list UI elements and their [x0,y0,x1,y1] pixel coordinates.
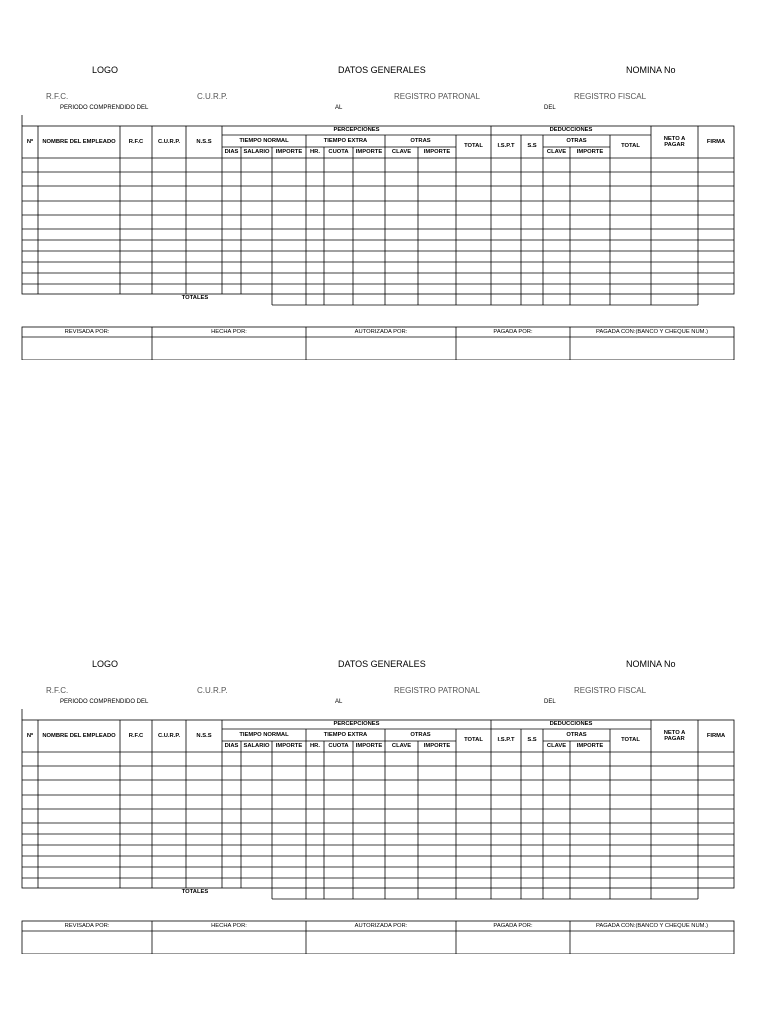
rfc-field-label: R.F.C. [46,686,69,695]
col-total-deducciones-header: TOTAL [621,737,640,744]
percepciones-header: PERCEPCIONES [333,127,380,134]
col-salario-header: SALARIO [243,149,270,156]
col-hr-header: HR. [310,743,320,750]
registro-patronal-label: REGISTRO PATRONAL [394,92,480,101]
revisada-por-label: REVISADA POR: [64,328,110,335]
registro-fiscal-label: REGISTRO FISCAL [574,686,647,695]
col-ss-header: S.S [527,143,537,150]
tiempo-normal-header: TIEMPO NORMAL [239,731,289,738]
col-importe-extra-header: IMPORTE [355,743,383,750]
curp-field-label: C.U.R.P. [197,686,228,695]
percepciones-header: PERCEPCIONES [333,721,380,728]
page-title: DATOS GENERALES [338,65,426,75]
curp-field-label: C.U.R.P. [197,92,228,101]
col-cuota-header: CUOTA [328,149,349,156]
col-nss-header: N.S.S [196,732,212,739]
col-firma-header: FIRMA [706,138,726,145]
col-ispt-header: I.S.P.T [497,737,515,744]
deducciones-header: DEDUCCIONES [549,721,593,728]
col-neto-header: NETO A PAGAR [663,135,686,148]
col-dias-header: DIAS [224,743,239,750]
al-label: AL [335,105,343,111]
del-label: DEL [544,699,556,705]
otras-deducciones-header: OTRAS [566,137,587,144]
col-ispt-header: I.S.P.T [497,143,515,150]
col-importe-ded-header: IMPORTE [576,149,604,156]
col-clave-ded-header: CLAVE [546,743,567,750]
col-nombre-header: NOMBRE DEL EMPLEADO [42,732,116,739]
nomina-form-2 [0,654,768,954]
col-importe-normal-header: IMPORTE [275,149,303,156]
totales-label: TOTALES [181,889,209,896]
col-cuota-header: CUOTA [328,743,349,750]
col-clave-ded-header: CLAVE [546,149,567,156]
deducciones-header: DEDUCCIONES [549,127,593,134]
col-firma-header: FIRMA [706,732,726,739]
revisada-por-label: REVISADA POR: [64,922,110,929]
col-nss-header: N.S.S [196,138,212,145]
col-salario-header: SALARIO [243,743,270,750]
col-importe-otras-header: IMPORTE [423,743,451,750]
registro-patronal-label: REGISTRO PATRONAL [394,686,480,695]
col-hr-header: HR. [310,149,320,156]
totales-label: TOTALES [181,295,209,302]
col-neto-header: NETO A PAGAR [663,729,686,742]
hecha-por-label: HECHA POR: [211,922,247,929]
col-clave-header: CLAVE [391,743,412,750]
periodo-label: PERIODO COMPRENDIDO DEL [60,105,149,111]
al-label: AL [335,699,343,705]
del-label: DEL [544,105,556,111]
col-importe-otras-header: IMPORTE [423,149,451,156]
logo-label: LOGO [92,65,119,75]
pagada-con-label: PAGADA CON:(BANCO Y CHEQUE NUM.) [595,328,709,335]
autorizada-por-label: AUTORIZADA POR: [354,328,408,335]
col-rfc-header: R.F.C [128,138,144,145]
col-curp-header: C.U.R.P. [157,138,181,145]
otras-percepciones-header: OTRAS [410,731,431,738]
hecha-por-label: HECHA POR: [211,328,247,335]
nomina-form-1 [0,60,768,360]
col-total-percepciones-header: TOTAL [464,143,483,150]
col-importe-normal-header: IMPORTE [275,743,303,750]
pagada-por-label: PAGADA POR: [493,328,533,335]
page-title: DATOS GENERALES [338,659,426,669]
col-clave-header: CLAVE [391,149,412,156]
col-ss-header: S.S [527,737,537,744]
nomina-number-label: NOMINA No [626,65,676,75]
autorizada-por-label: AUTORIZADA POR: [354,922,408,929]
col-importe-extra-header: IMPORTE [355,149,383,156]
nomina-number-label: NOMINA No [626,659,676,669]
col-no-header: Nº [26,138,34,145]
logo-label: LOGO [92,659,119,669]
col-no-header: Nº [26,732,34,739]
col-nombre-header: NOMBRE DEL EMPLEADO [42,138,116,145]
tiempo-normal-header: TIEMPO NORMAL [239,137,289,144]
col-total-deducciones-header: TOTAL [621,143,640,150]
otras-percepciones-header: OTRAS [410,137,431,144]
col-total-percepciones-header: TOTAL [464,737,483,744]
tiempo-extra-header: TIEMPO EXTRA [323,137,368,144]
rfc-field-label: R.F.C. [46,92,69,101]
col-curp-header: C.U.R.P. [157,732,181,739]
col-importe-ded-header: IMPORTE [576,743,604,750]
col-dias-header: DIAS [224,149,239,156]
pagada-por-label: PAGADA POR: [493,922,533,929]
pagada-con-label: PAGADA CON:(BANCO Y CHEQUE NUM.) [595,922,709,929]
registro-fiscal-label: REGISTRO FISCAL [574,92,647,101]
tiempo-extra-header: TIEMPO EXTRA [323,731,368,738]
col-rfc-header: R.F.C [128,732,144,739]
otras-deducciones-header: OTRAS [566,731,587,738]
periodo-label: PERIODO COMPRENDIDO DEL [60,699,149,705]
